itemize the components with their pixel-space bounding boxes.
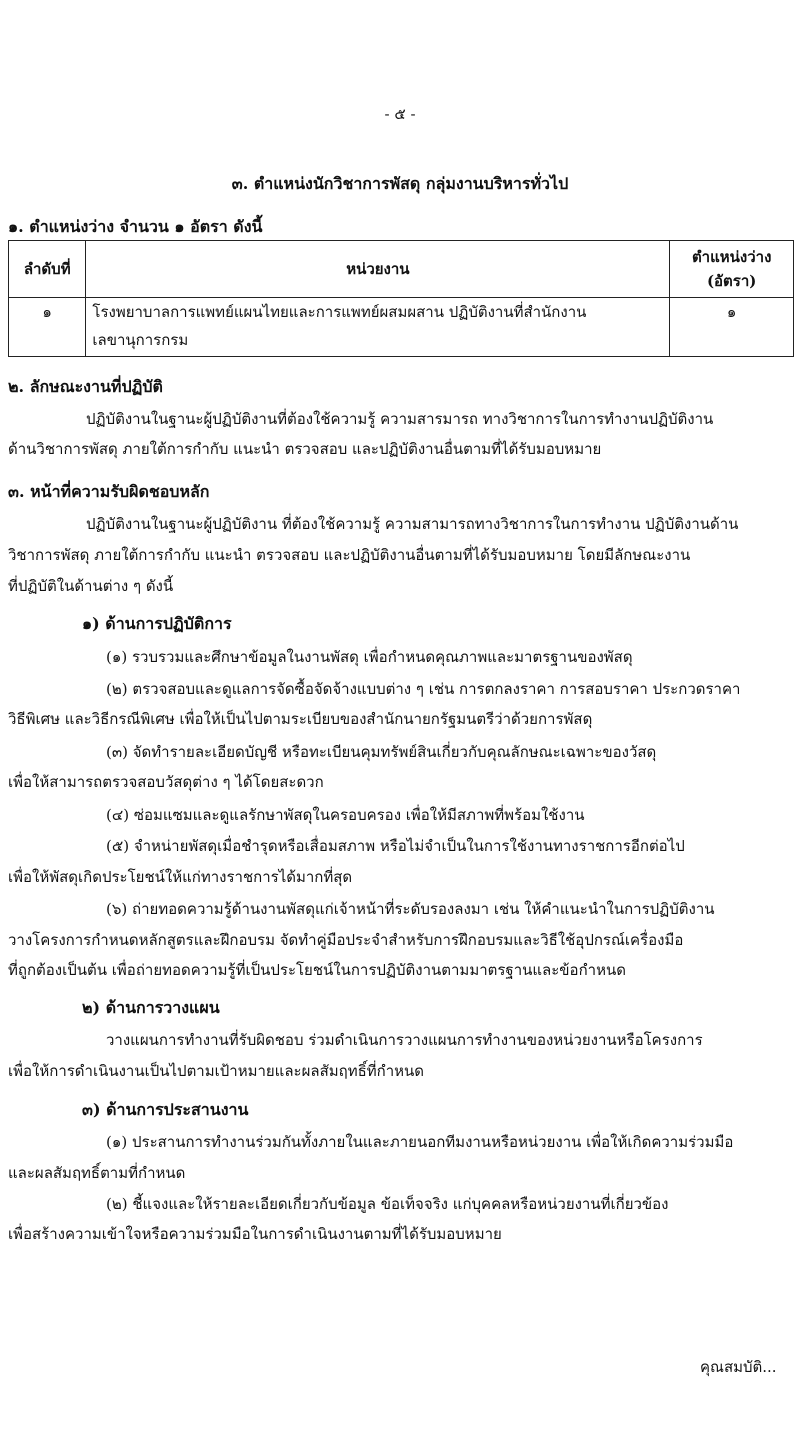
operations-item-5: (๕) จำหน่ายพัสดุเมื่อชำรุดหรือเสื่อมสภาพ หรือไม่จำเป็นในการใช้งานทางราชการอีกต่อไป <box>106 837 685 855</box>
subsection-operations-heading: ๑) ด้านการปฏิบัติการ <box>82 614 232 633</box>
coordination-item-2-cont: เพื่อสร้างความเข้าใจหรือความร่วมมือในการดำเนินงานตามที่ได้รับมอบหมาย <box>8 1225 502 1243</box>
row-unit <box>86 298 670 357</box>
operations-item-3-cont: เพื่อให้สามารถตรวจสอบวัสดุต่าง ๆ ได้โดยสะดวก <box>8 773 324 791</box>
coordination-item-1: (๑) ประสานการทำงานร่วมกันทั้งภายในและภายนอกทีมงานหรือหน่วยงาน เพื่อให้เกิดความร่วมมือ <box>106 1133 734 1151</box>
operations-item-6-cont: วางโครงการกำหนดหลักสูตรและฝึกอบรม จัดทำคู่มือประจำสำหรับการฝึกอบรมและวิธีใช้อุปกรณ์เครื่องมือ <box>8 931 684 949</box>
operations-item-2-cont: วิธีพิเศษ และวิธีกรณีพิเศษ เพื่อให้เป็นไปตามระเบียบของสำนักนายกรัฐมนตรีว่าด้วยการพัสดุ <box>8 710 593 728</box>
coordination-item-1-cont: และผลสัมฤทธิ์ตามที่กำหนด <box>8 1164 186 1182</box>
page-number: - ๕ - <box>384 105 416 123</box>
operations-item-6-cont: ที่ถูกต้องเป็นต้น เพื่อถ่ายทอดความรู้ที่เป็นประโยชน์ในการปฏิบัติงานตามมาตรฐานและข้อกำหนด <box>8 961 626 979</box>
section-3-intro-line: ปฏิบัติงานในฐานะผู้ปฏิบัติงาน ที่ต้องใช้ความรู้ ความสามารถทางวิชาการในการทำงาน ปฏิบัติงานด้าน <box>86 515 739 533</box>
header-vacancy <box>670 241 794 298</box>
section-3-intro-line: ที่ปฏิบัติในด้านต่าง ๆ ดังนี้ <box>8 577 174 595</box>
planning-line: เพื่อให้การดำเนินงานเป็นไปตามเป้าหมายและผลสัมฤทธิ์ที่กำหนด <box>8 1062 425 1080</box>
operations-item-1: (๑) รวบรวมและศึกษาข้อมูลในงานพัสดุ เพื่อกำหนดคุณภาพและมาตรฐานของพัสดุ <box>106 648 633 666</box>
row-unit-line2: เลขานุการกรม <box>92 331 189 349</box>
section-2-line: ปฏิบัติงานในฐานะผู้ปฏิบัติงานที่ต้องใช้ความรู้ ความสารมารถ ทางวิชาการในการทำงานปฏิบัติงาน <box>86 410 714 428</box>
section-2-line: ด้านวิชาการพัสดุ ภายใต้การกำกับ แนะนำ ตรวจสอบ และปฏิบัติงานอื่นตามที่ได้รับมอบหมาย <box>8 440 602 458</box>
operations-item-3: (๓) จัดทำรายละเอียดบัญชี หรือทะเบียนคุมทรัพย์สินเกี่ยวกับคุณลักษณะเฉพาะของวัสดุ <box>106 743 657 761</box>
coordination-item-2: (๒) ชี้แจงและให้รายละเอียดเกี่ยวกับข้อมูล ข้อเท็จจริง แก่บุคคลหรือหน่วยงานที่เกี่ยวข้อง <box>106 1195 669 1213</box>
header-vacancy-line2: (อัตรา) <box>706 272 757 290</box>
section-2-heading: ๒. ลักษณะงานที่ปฏิบัติ <box>8 377 163 396</box>
row-vacancy: ๑ <box>670 298 794 357</box>
operations-item-6: (๖) ถ่ายทอดความรู้ด้านงานพัสดุแก่เจ้าหน้าที่ระดับรองลงมา เช่น ให้คำแนะนำในการปฏิบัติงาน <box>106 900 715 918</box>
header-no: ลำดับที่ <box>9 241 86 298</box>
subsection-planning-heading: ๒) ด้านการวางแผน <box>82 998 220 1017</box>
continuation-marker: คุณสมบัติ... <box>700 1358 777 1376</box>
section-3-heading: ๓. หน้าที่ความรับผิดชอบหลัก <box>8 482 210 501</box>
row-no: ๑ <box>9 298 86 357</box>
table-header-row <box>9 241 794 298</box>
table-row <box>9 298 794 357</box>
section-3-intro-line: วิชาการพัสดุ ภายใต้การกำกับ แนะนำ ตรวจสอบ และปฏิบัติงานอื่นตามที่ได้รับมอบหมาย โดยมีลักษณะงาน <box>8 546 691 564</box>
header-vacancy-line1: ตำแหน่งว่าง <box>691 248 772 266</box>
header-unit: หน่วยงาน <box>86 241 670 298</box>
vacancy-table <box>8 240 794 357</box>
row-unit-line1: โรงพยาบาลการแพทย์แผนไทยและการแพทย์ผสมผสาน ปฏิบัติงานที่สำนักงาน <box>92 303 587 321</box>
operations-item-2: (๒) ตรวจสอบและดูแลการจัดซื้อจัดจ้างแบบต่าง ๆ เช่น การตกลงราคา การสอบราคา ประกวดราคา <box>106 680 741 698</box>
operations-item-5-cont: เพื่อให้พัสดุเกิดประโยชน์ให้แก่ทางราชการได้มากที่สุด <box>8 868 353 886</box>
position-title: ๓. ตำแหน่งนักวิชาการพัสดุ กลุ่มงานบริหารทั่วไป <box>231 174 569 193</box>
planning-line: วางแผนการทำงานที่รับผิดชอบ ร่วมดำเนินการวางแผนการทำงานของหน่วยงานหรือโครงการ <box>106 1031 703 1049</box>
subsection-coordination-heading: ๓) ด้านการประสานงาน <box>82 1100 249 1119</box>
section-1-heading: ๑. ตำแหน่งว่าง จำนวน ๑ อัตรา ดังนี้ <box>8 217 263 236</box>
operations-item-4: (๔) ซ่อมแซมและดูแลรักษาพัสดุในครอบครอง เพื่อให้มีสภาพที่พร้อมใช้งาน <box>106 806 585 824</box>
